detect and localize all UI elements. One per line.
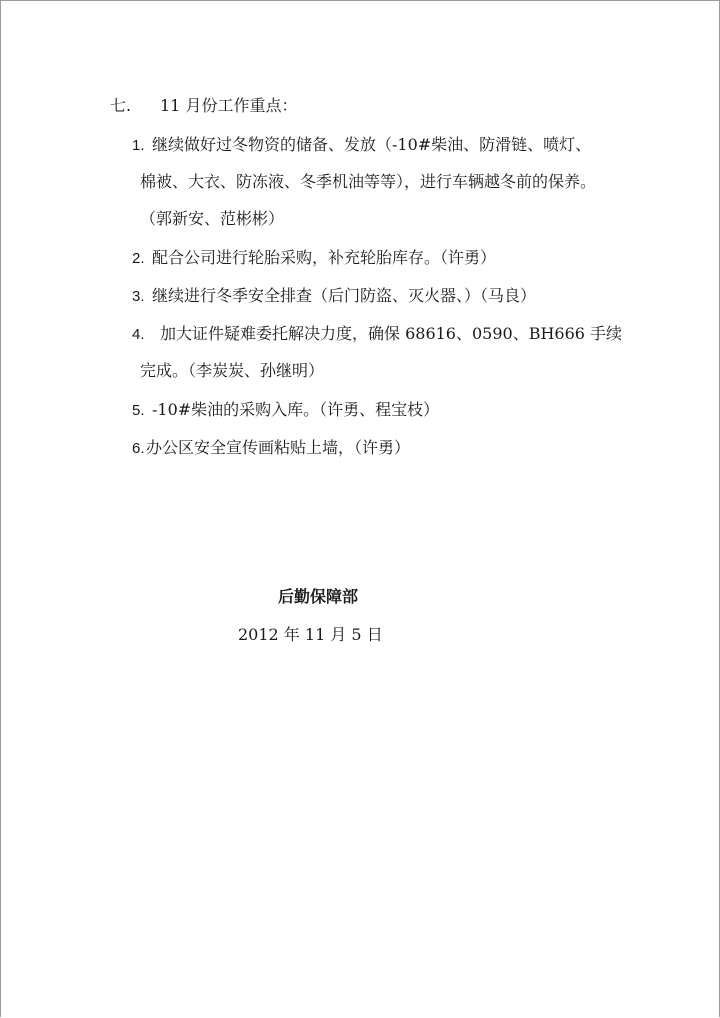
item-text: 棉被、大衣、防冻液、冬季机油等等），进行车辆越冬前的保养。: [140, 172, 597, 191]
item-text: （郭新安、范彬彬）: [140, 209, 285, 228]
item-text: -10#柴油的采购入库。（许勇、程宝枝）: [152, 400, 440, 419]
item-number: 3.: [132, 288, 145, 305]
item-text: 办公区安全宣传画粘贴上墙，（许勇）: [146, 438, 411, 457]
item-number: 4.: [132, 326, 145, 343]
item-text: 加大证件疑难委托解决力度，确保 68616、0590、BH666 手续: [160, 324, 623, 343]
item-number: 2.: [132, 250, 145, 267]
item-text: 继续进行冬季安全排查（后门防盗、灭火器、）（马良）: [152, 286, 537, 305]
item-text: 完成。（李炭炭、孙继明）: [140, 361, 325, 380]
department-signature: 后勤保障部: [278, 587, 359, 606]
item-text: 配合公司进行轮胎采购，补充轮胎库存。（许勇）: [152, 248, 497, 267]
section-title: 11 月份工作重点：: [160, 96, 298, 115]
section-marker: 七.: [110, 96, 132, 115]
item-number: 1.: [132, 137, 145, 154]
item-number: 6.: [132, 440, 145, 457]
item-number: 5.: [132, 402, 145, 419]
signature-date: 2012 年 11 月 5 日: [238, 625, 383, 644]
item-text: 继续做好过冬物资的储备、发放（-10#柴油、防滑链、喷灯、: [152, 135, 592, 154]
